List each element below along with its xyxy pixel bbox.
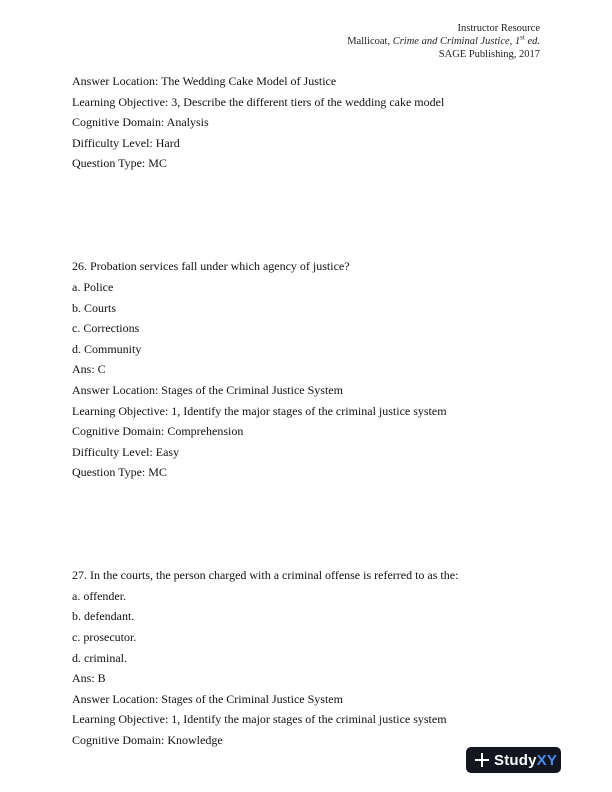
question-text: 26. Probation services fall under which agency of justice? — [72, 259, 350, 274]
header-resource-label: Instructor Resource — [457, 23, 540, 34]
difficulty-level: Difficulty Level: Hard — [72, 135, 180, 150]
header-edition-suffix: ed. — [524, 36, 540, 47]
brand-xy: XY — [536, 751, 558, 769]
learning-objective: Learning Objective: 1, Identify the major stages of the criminal justice system — [72, 712, 447, 727]
spacer — [72, 174, 552, 215]
page-header — [220, 22, 540, 61]
cognitive-domain: Cognitive Domain: Knowledge — [72, 733, 223, 747]
spacer — [72, 483, 552, 524]
question-type: Question Type: MC — [72, 156, 167, 171]
answer-location: Answer Location: Stages of the Criminal Justice System — [72, 382, 343, 397]
question-type: Question Type: MC — [72, 465, 167, 480]
option-b: b. defendant. — [72, 609, 135, 624]
answer: Ans: C — [72, 362, 106, 377]
brand-study: Study — [494, 751, 537, 769]
plus-icon — [475, 753, 489, 767]
header-publisher: SAGE Publishing, 2017 — [438, 49, 540, 60]
header-author: Mallicoat, — [347, 36, 393, 47]
option-c: c. prosecutor. — [72, 630, 137, 645]
learning-objective: Learning Objective: 1, Identify the major stages of the criminal justice system — [72, 403, 447, 418]
cognitive-domain: Cognitive Domain: Comprehension — [72, 424, 244, 439]
answer-location: Answer Location: The Wedding Cake Model of Justice — [72, 74, 337, 88]
cognitive-domain: Cognitive Domain: Analysis — [72, 115, 209, 130]
learning-objective: Learning Objective: 3, Describe the different tiers of the wedding cake model — [72, 94, 445, 109]
option-c: c. Corrections — [72, 321, 140, 336]
spacer — [72, 524, 552, 565]
header-book-title: Crime and Criminal Justice, 1 — [392, 36, 521, 47]
spacer — [72, 215, 552, 256]
question-25-tail — [72, 71, 552, 174]
question-list — [72, 71, 552, 751]
studyxy-badge[interactable] — [466, 747, 561, 773]
studyxy-logo — [494, 752, 557, 769]
option-d: d. criminal. — [72, 650, 127, 665]
question-26 — [72, 256, 552, 483]
answer-location: Answer Location: Stages of the Criminal Justice System — [72, 691, 343, 706]
option-b: b. Courts — [72, 300, 117, 315]
header-citation — [220, 35, 540, 48]
question-27 — [72, 565, 552, 750]
option-a: a. Police — [72, 279, 114, 294]
option-d: d. Community — [72, 341, 142, 356]
header-edition-sup: st — [520, 33, 525, 42]
option-a: a. offender. — [72, 588, 127, 603]
difficulty-level: Difficulty Level: Easy — [72, 444, 180, 459]
answer: Ans: B — [72, 671, 106, 686]
question-text: 27. In the courts, the person charged with a criminal offense is referred to as the: — [72, 568, 459, 583]
